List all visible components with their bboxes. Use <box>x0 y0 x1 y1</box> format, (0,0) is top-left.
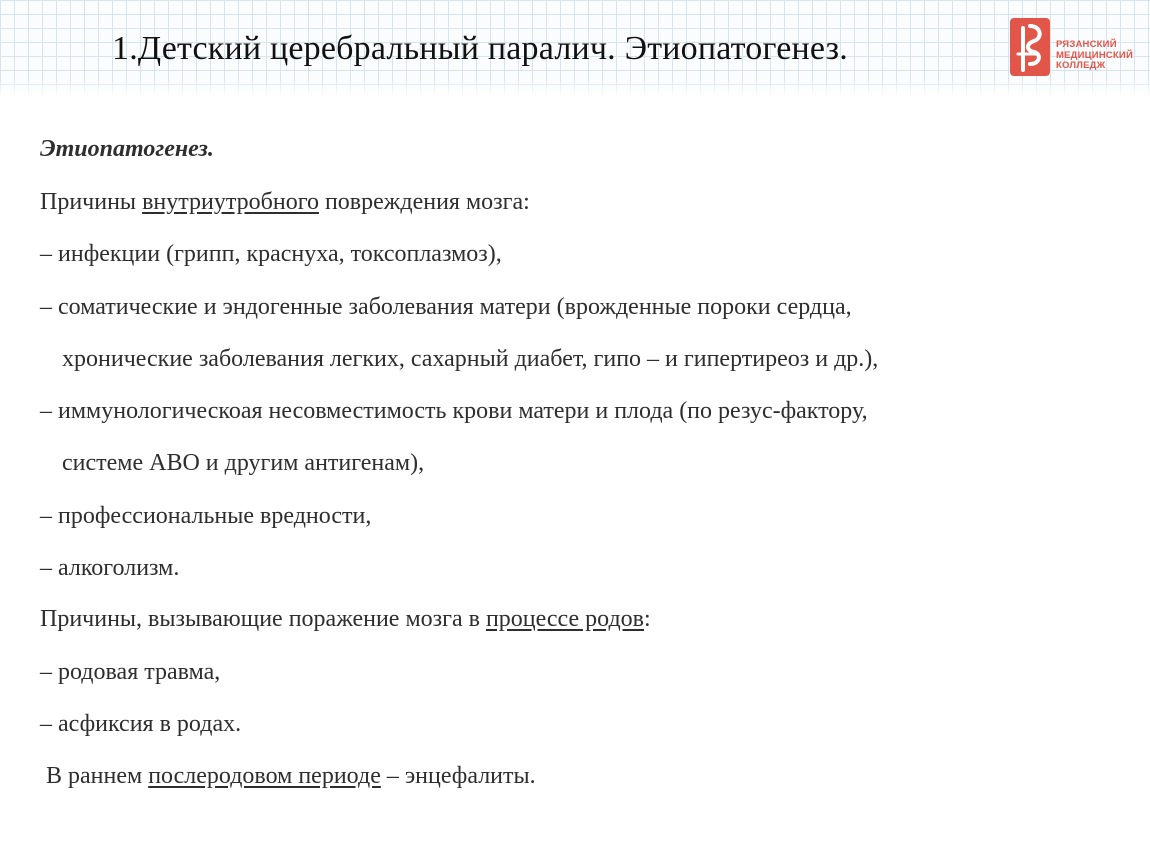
logo-text-line1: РЯЗАНСКИЙ <box>1056 39 1117 50</box>
postnatal-underlined: послеродовом периоде <box>148 763 381 789</box>
list-item-somatic-2: хронические заболевания легких, сахарный диабет, гипо – и гипертиреоз и др.), <box>62 346 879 372</box>
postnatal-line <box>40 763 536 790</box>
list-item-asphyxia: – асфиксия в родах. <box>40 711 242 737</box>
list-item-birth-trauma: – родовая травма, <box>40 659 221 685</box>
section-heading: Этиопатогенез. <box>40 136 214 162</box>
college-logo <box>1010 18 1140 80</box>
labor-prefix: Причины, вызывающие поражение мозга в <box>40 606 486 632</box>
intrauterine-suffix: повреждения мозга: <box>318 189 530 215</box>
intrauterine-causes-line <box>40 189 530 216</box>
postnatal-prefix: В раннем <box>40 763 149 789</box>
list-item-alcoholism: – алкоголизм. <box>40 555 180 581</box>
list-item-infections: – инфекции (грипп, краснуха, токсоплазмоз), <box>40 241 502 267</box>
header-fade <box>0 78 1150 98</box>
slide-title: 1.Детский церебральный паралич. Этиопатогенез. <box>112 30 848 67</box>
list-item-somatic-1: – соматические и эндогенные заболевания матери (врожденные пороки сердца, <box>40 294 852 320</box>
list-item-occupational: – профессиональные вредности, <box>40 503 372 529</box>
logo-text-line2: МЕДИЦИНСКИЙ <box>1056 49 1133 61</box>
logo-text <box>1056 40 1133 72</box>
intrauterine-prefix: Причины <box>40 189 143 215</box>
labor-underlined: процессе родов <box>485 606 644 632</box>
postnatal-suffix: – энцефалиты. <box>380 763 536 789</box>
labor-suffix: : <box>644 606 651 632</box>
list-item-immuno-2: системе АВО и другим антигенам), <box>62 450 425 476</box>
labor-causes-line <box>40 606 651 633</box>
logo-text-line3: КОЛЛЕДЖ <box>1056 60 1106 71</box>
intrauterine-underlined: внутриутробного <box>142 189 319 215</box>
list-item-immuno-1: – иммунологическоая несовместимость крови матери и плода (по резус-фактору, <box>40 398 868 424</box>
caduceus-logo-icon <box>1010 18 1054 80</box>
